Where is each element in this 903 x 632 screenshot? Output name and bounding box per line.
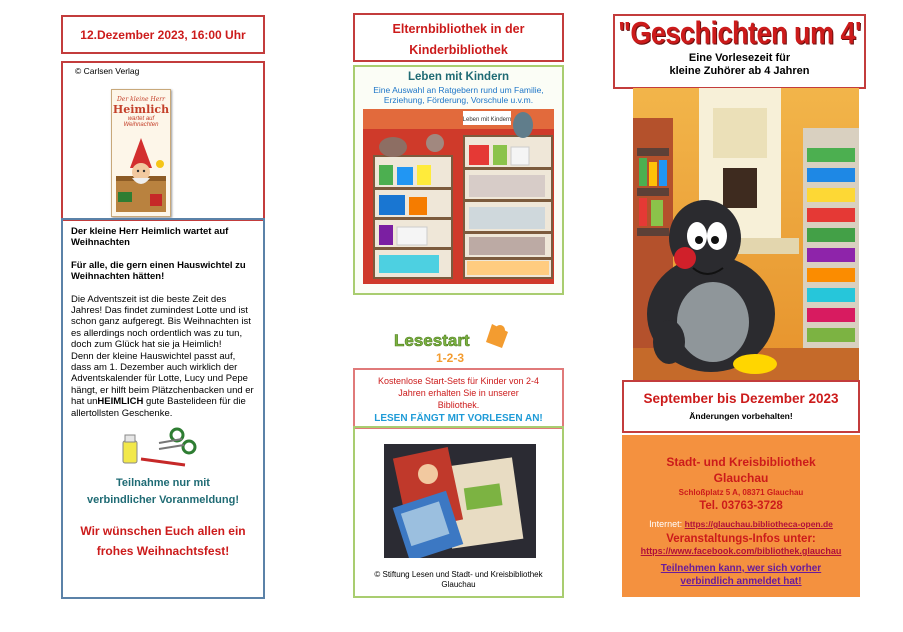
wish-line1: Wir wünschen Euch allen ein: [80, 524, 246, 539]
cover-line2: wartet auf: [127, 116, 155, 122]
cover-title: Heimlich: [112, 103, 170, 116]
copyright-carlsen: © Carlsen Verlag: [75, 66, 140, 76]
participation-notice: [71, 475, 255, 509]
book-cover-panel: [61, 61, 265, 221]
changes-notice: Änderungen vorbehalten!: [689, 411, 793, 421]
story-heading: Der kleine Herr Heimlich wartet auf Weihnachten: [71, 226, 229, 249]
facebook-row: [622, 546, 860, 556]
story-panel: [61, 218, 265, 599]
bookshelf-photo: [363, 109, 554, 284]
story-paragraph-2-bold: HEIMLICH: [97, 396, 144, 408]
section-description: Eine Auswahl an Ratgebern rund um Familie, Erziehung, Förderung, Vorschule u.v.m.: [373, 85, 544, 105]
internet-link[interactable]: https://glauchau.bibliotheca-open.de: [684, 519, 833, 529]
events-label: Veranstaltungs-Infos unter:: [666, 533, 816, 545]
internet-label: Internet:: [649, 519, 683, 529]
story-subheading: Für alle, die gern einen Hauswichtel zu Weihnachten hätten!: [71, 259, 246, 283]
living-with-children-panel: [353, 65, 564, 295]
gnome-illustration: [112, 134, 170, 216]
library-phone: Tel. 03763-3728: [699, 500, 783, 512]
participation-line2: verbindlicher Voranmeldung!: [87, 494, 239, 507]
story-time-title: "Geschichten um 4': [618, 15, 861, 51]
facebook-link[interactable]: https://www.facebook.com/bibliothek.glauchau: [640, 546, 842, 556]
story-time-subtitle-line1: Eine Vorlesezeit für: [688, 52, 791, 64]
library-name-line2: Glauchau: [713, 471, 769, 485]
mole-library-photo: [633, 88, 859, 380]
lesestart-materials-photo: [384, 444, 536, 558]
event-date: 12.Dezember 2023, 16:00 Uhr: [80, 28, 246, 42]
registration-note-line2: verbindlich anmeldet hat!: [680, 576, 802, 587]
parents-library-title-line1: Elternbibliothek in der: [392, 22, 525, 36]
book-cover-image: [111, 89, 171, 217]
story-time-title-box: [613, 14, 866, 89]
scissors-glue-icon: [119, 425, 199, 469]
participation-line1: Teilnahme nur mit: [116, 477, 210, 490]
story-paragraph-2: [71, 351, 255, 419]
lesestart-logo-graphic: [390, 322, 530, 366]
library-info-box: [622, 435, 860, 597]
event-date-box: [61, 15, 265, 54]
stiftung-credit: © Stiftung Lesen und Stadt- und Kreisbibliothek Glauchau: [374, 570, 543, 589]
registration-note-line1: Teilnehmen kann, wer sich vorher: [660, 563, 822, 574]
period-box: [622, 380, 860, 433]
parents-library-title: [353, 13, 564, 62]
lesestart-logo-number: 1-2-3: [436, 351, 465, 365]
wish-line2: frohes Weihnachtsfest!: [96, 544, 230, 559]
mole-photo-illustration: [633, 88, 859, 380]
parents-library-title-line2: Kinderbibliothek: [409, 43, 508, 57]
cover-line1: Der kleine Herr: [116, 96, 165, 103]
story-paragraph-2-text: Denn der kleine Hauswichtel passt auf, dass am 1. Dezember auch wirklich der Adventskalender für Lotte, Lucy und Pepe hängt, er hilft beim Plätzchenbacken und er hat un: [71, 350, 254, 408]
reading-slogan: LESEN FÄNGT MIT VORLESEN AN!: [374, 413, 543, 424]
stiftung-lesen-panel: [353, 426, 564, 598]
shelf-label: Leben mit Kindern: [462, 117, 512, 123]
registration-note: [622, 562, 860, 588]
internet-row: [622, 519, 860, 529]
cover-line3: Weihnachten: [123, 122, 159, 128]
story-time-subtitle-line2: kleine Zuhörer ab 4 Jahren: [669, 65, 810, 77]
story-paragraph-2-end: gute Bastelideen für die allertollsten Geschenke.: [71, 396, 246, 419]
library-address: Schloßplatz 5 A, 08371 Glauchau: [678, 488, 804, 497]
christmas-wish: [71, 521, 255, 561]
lesestart-logo-text: Lesestart: [394, 331, 470, 350]
period-text: September bis Dezember 2023: [643, 391, 839, 406]
library-name-line1: Stadt- und Kreisbibliothek: [666, 455, 816, 469]
story-paragraph-1: Die Adventszeit ist die beste Zeit des Jahres! Das findet zumindest Lotte und ist schon ganz aufgeregt. Bis Weihnachten ist es allerdings noch ordentlich was zu tun, doch zum Glück hat sie ja Heimlich!: [71, 293, 251, 351]
section-title: Leben mit Kindern: [408, 71, 509, 83]
startset-text: Kostenlose Start-Sets für Kinder von 2-4 Jahren erhalten Sie in unserer Bibliothek.: [377, 376, 540, 410]
